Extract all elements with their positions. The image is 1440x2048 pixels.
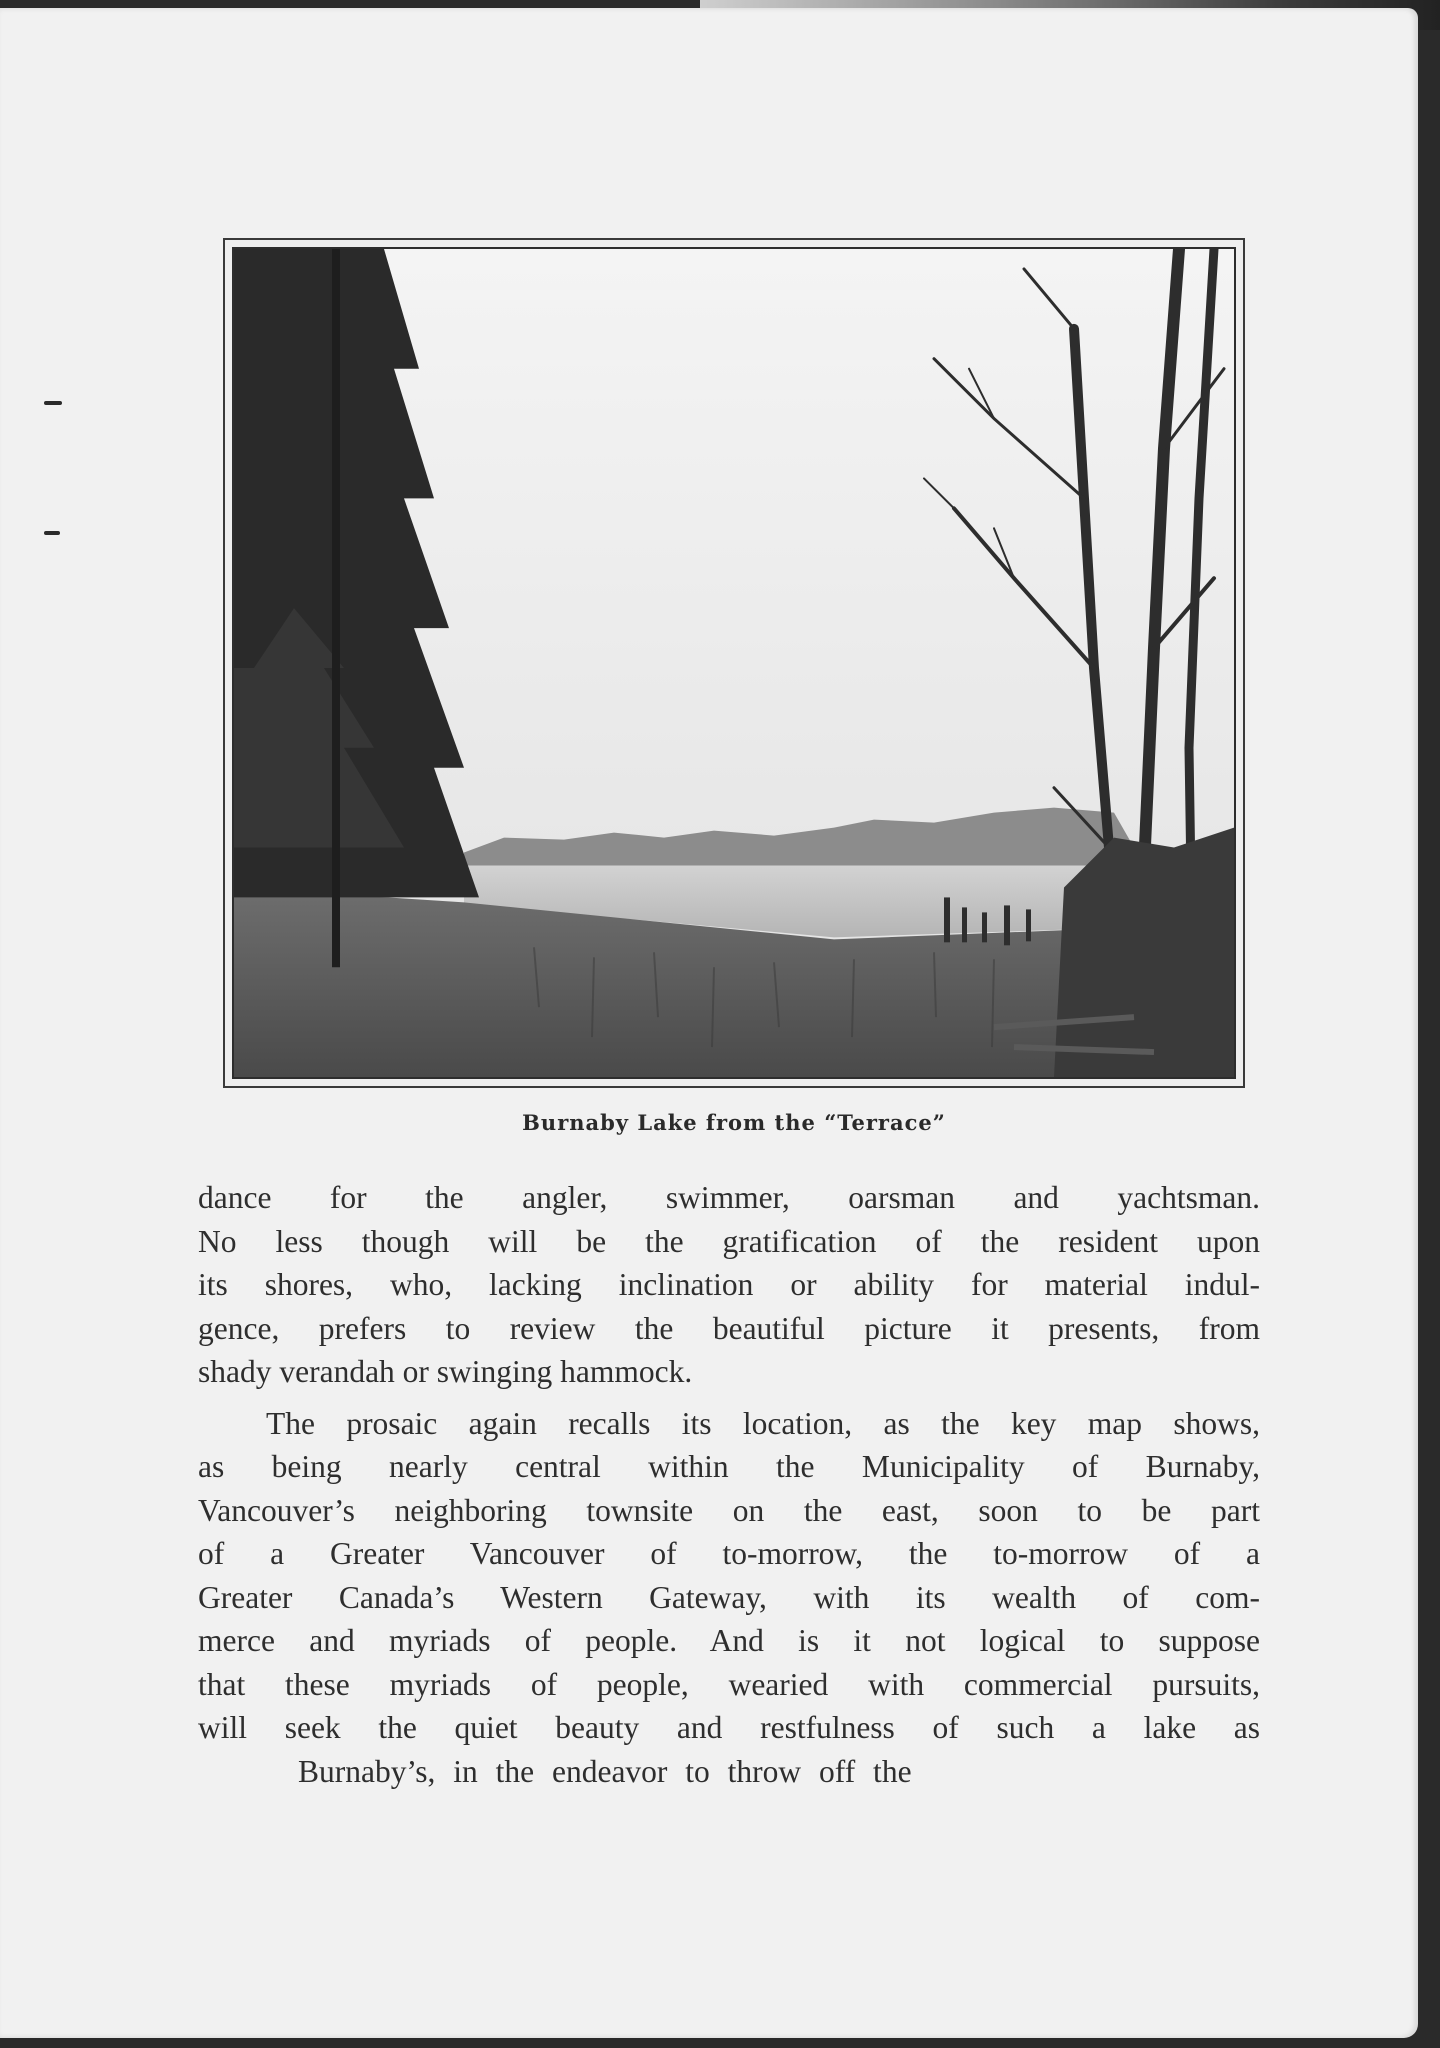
photo-frame <box>223 238 1245 1088</box>
text-line: shady verandah or swinging hammock. <box>198 1354 693 1389</box>
text-line: No less though will be the gratification of the resident upon <box>198 1223 1260 1259</box>
text-line: The prosaic again recalls its location, as the key map shows, <box>266 1405 1260 1441</box>
body-text <box>198 1176 1260 1793</box>
text-line: Burnaby’s, in the endeavor to throw off the <box>298 1753 912 1789</box>
text-line: merce and myriads of people. And is it not logical to suppose <box>198 1623 1260 1658</box>
paragraph-1 <box>198 1176 1260 1394</box>
lake-photograph <box>232 247 1236 1079</box>
text-line: gence, prefers to review the beautiful picture it presents, from <box>198 1310 1260 1346</box>
text-line: its shores, who, lacking inclination or ability for material indul- <box>198 1267 1260 1302</box>
text-line: will seek the quiet beauty and restfulness of such a lake as <box>198 1710 1260 1745</box>
text-line: as being nearly central within the Municipality of Burnaby, <box>198 1449 1260 1484</box>
photo-caption: Burnaby Lake from the “Terrace” <box>522 1110 946 1135</box>
binding-mark <box>44 531 60 535</box>
text-line: Greater Canada’s Western Gateway, with its wealth of com- <box>198 1579 1260 1615</box>
binding-mark <box>44 401 62 405</box>
lake-photograph-image <box>234 249 1234 1077</box>
text-line: dance for the angler, swimmer, oarsman and yachtsman. <box>198 1180 1260 1215</box>
paragraph-2 <box>198 1402 1260 1794</box>
text-line: Vancouver’s neighboring townsite on the east, soon to be part <box>198 1492 1260 1528</box>
text-line: of a Greater Vancouver of to-morrow, the to-morrow of a <box>198 1536 1260 1571</box>
text-line: that these myriads of people, wearied with commercial pursuits, <box>198 1666 1260 1702</box>
